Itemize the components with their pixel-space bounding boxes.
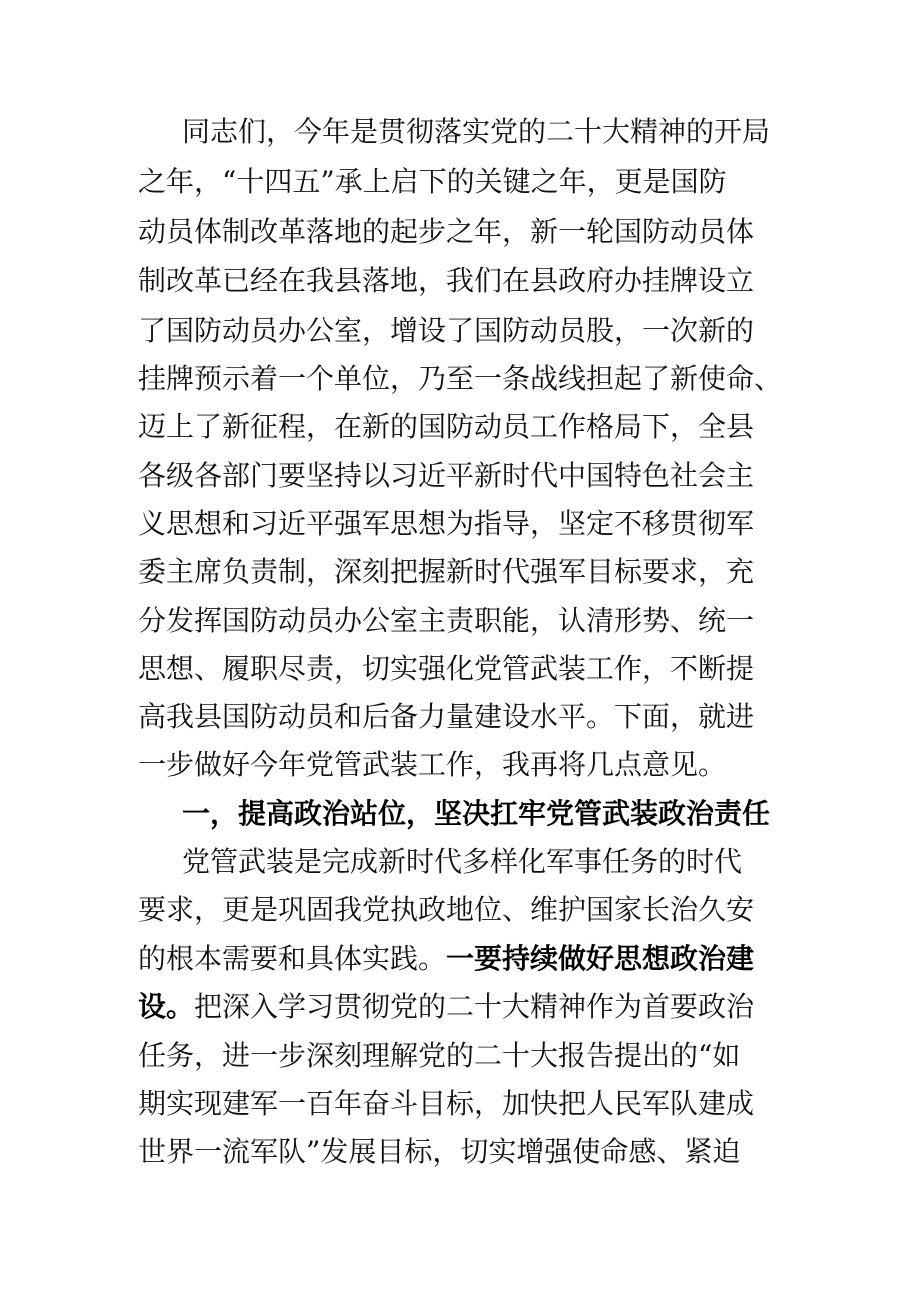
paragraph-1-line-8: 各级各部门要坚持以习近平新时代中国特色社会主 [138, 459, 755, 492]
paragraph-2-line-4 [138, 988, 788, 1026]
paragraph-1-line-3: 动员体制改革落地的起步之年，新一轮国防动员体 [138, 215, 755, 248]
paragraph-1-line-9: 义思想和习近平强军思想为指导，坚定不移贯彻军 [138, 507, 755, 540]
paragraph-1-line-13: 高我县国防动员和后备力量建设水平。下面，就进 [138, 700, 755, 733]
paragraph-2-line-3 [138, 940, 788, 978]
section-heading-1: 一，提高政治站位，坚决扛牢党管武装政治责任 [182, 797, 771, 830]
paragraph-2-line-5: 任务，进一步深刻理解党的二十大报告提出的“如 [138, 1039, 741, 1072]
paragraph-1-line-1: 同志们，今年是贯彻落实党的二十大精神的开局 [182, 115, 771, 148]
paragraph-1-line-7: 迈上了新征程，在新的国防动员工作格局下，全县 [138, 410, 755, 443]
paragraph-2-line-1: 党管武装是完成新时代多样化军事任务的时代 [182, 845, 743, 878]
paragraph-2-line-7: 世界一流军队”发展目标，切实增强使命感、紧迫 [138, 1135, 741, 1168]
paragraph-1-line-5: 了国防动员办公室，增设了国防动员股，一次新的 [138, 314, 755, 347]
paragraph-1-line-11: 分发挥国防动员办公室主责职能，认清形势、统一 [138, 604, 755, 637]
paragraph-1-line-4: 制改革已经在我县落地，我们在县政府办挂牌设立 [138, 264, 755, 297]
emphasis-point-1-end: 设。 [138, 990, 195, 1023]
paragraph-1-line-12: 思想、履职尽责，切实强化党管武装工作，不断提 [138, 652, 755, 685]
paragraph-1-line-10: 委主席负责制，深刻把握新时代强军目标要求，充 [138, 555, 755, 588]
emphasis-point-1: 一要持续做好思想政治建 [446, 942, 755, 975]
paragraph-1-line-6: 挂牌预示着一个单位，乃至一条战线担起了新使命、 [138, 362, 783, 395]
paragraph-2-line-2: 要求，更是巩固我党执政地位、维护国家长治久安 [138, 893, 755, 926]
paragraph-1-line-2: 之年，“十四五”承上启下的关键之年，更是国防 [138, 165, 727, 198]
paragraph-2-line-3-text: 的根本需要和具体实践。 [138, 942, 447, 975]
paragraph-1-line-14: 一步做好今年党管武装工作，我再将几点意见。 [138, 748, 727, 781]
paragraph-2-line-6: 期实现建军一百年奋斗目标，加快把人民军队建成 [138, 1087, 755, 1120]
paragraph-2-line-4-text: 把深入学习贯彻党的二十大精神作为首要政治 [194, 990, 755, 1023]
